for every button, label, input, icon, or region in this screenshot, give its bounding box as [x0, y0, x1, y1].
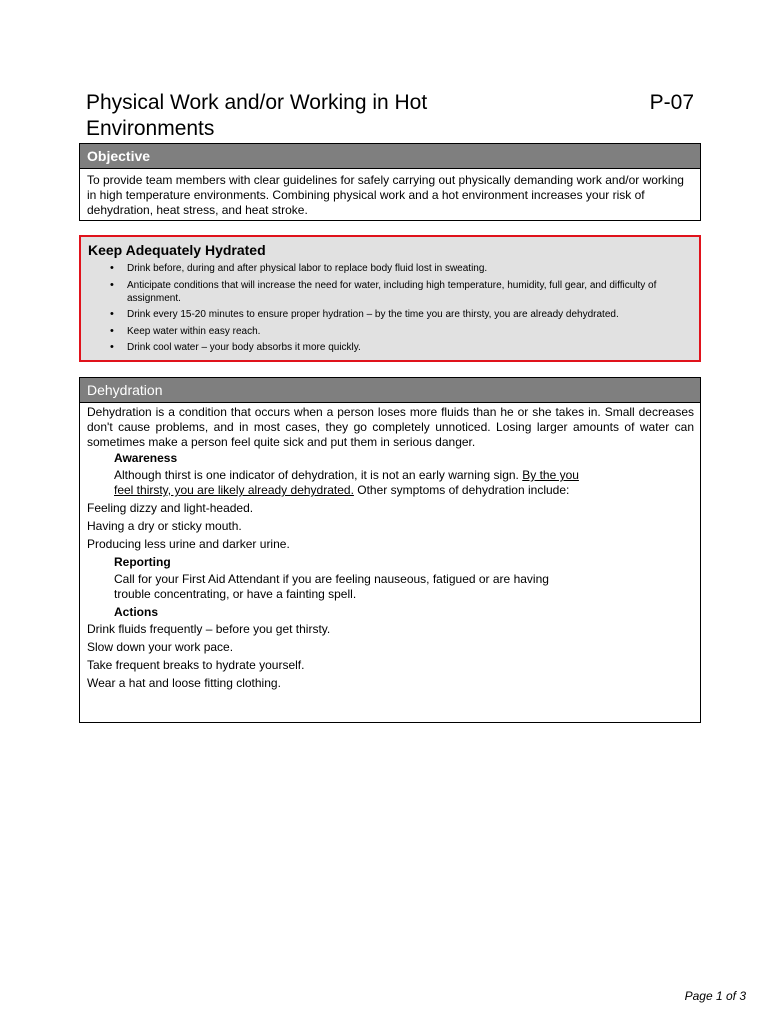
awareness-underlined-text: By the you feel thirsty, you are likely already dehydrated.: [114, 468, 579, 497]
document-title: Physical Work and/or Working in Hot Environments: [86, 91, 428, 140]
awareness-heading: Awareness: [114, 451, 178, 465]
list-item: • Keep water within easy reach.: [127, 325, 687, 338]
dehydration-intro: Dehydration is a condition that occurs when a person loses more fluids than he or she takes in. Small decreases don't cause problems, and in most cases, they go completely unnoticed. Losing larger amounts of water can sometimes make a person feel quite sick and put them in serious danger.: [87, 405, 694, 449]
list-item: • Anticipate conditions that will increase the need for water, including high temperature, humidity, full gear, and difficulty of assignment.: [127, 279, 687, 305]
awareness-text: [87, 468, 694, 498]
action-item: Take frequent breaks to hydrate yourself.: [87, 658, 305, 672]
reporting-heading: Reporting: [114, 555, 171, 569]
awareness-text-end: Other symptoms of dehydration include:: [353, 483, 570, 497]
objective-section: [79, 143, 701, 221]
action-item: Drink fluids frequently – before you get thirsty.: [87, 622, 331, 636]
symptom-item: Having a dry or sticky mouth.: [87, 519, 242, 533]
reporting-text: Call for your First Aid Attendant if you are feeling nauseous, fatigued or are having trouble concentrating, or have a fainting spell.: [114, 572, 549, 601]
objective-heading: Objective: [80, 144, 700, 169]
document-code: P-07: [649, 91, 694, 114]
symptom-item: Feeling dizzy and light-headed.: [87, 501, 254, 515]
page-number: Page 1 of 3: [684, 989, 746, 1003]
list-item: • Drink every 15-20 minutes to ensure proper hydration – by the time you are thirsty, you are already dehydrated.: [127, 308, 687, 321]
dehydration-heading: Dehydration: [80, 378, 700, 403]
hydration-heading: Keep Adequately Hydrated: [88, 242, 266, 258]
actions-heading: Actions: [114, 605, 159, 619]
objective-text: To provide team members with clear guidelines for safely carrying out physically demanding work and/or working in high temperature environments. Combining physical work and a hot environment increases your risk of dehydration, heat stress, and heat stroke.: [87, 173, 684, 217]
hydration-section: [79, 235, 701, 362]
list-item: • Drink cool water – your body absorbs it more quickly.: [127, 341, 687, 354]
hydration-list: [81, 262, 697, 358]
dehydration-section: [79, 377, 701, 723]
dehydration-body: [80, 403, 700, 691]
title-row: [86, 90, 694, 142]
awareness-text-start: Although thirst is one indicator of dehydration, it is not an early warning sign.: [114, 468, 523, 482]
list-item: • Drink before, during and after physical labor to replace body fluid lost in sweating.: [127, 262, 687, 275]
action-item: Slow down your work pace.: [87, 640, 234, 654]
action-item: Wear a hat and loose fitting clothing.: [87, 676, 281, 690]
symptom-item: Producing less urine and darker urine.: [87, 537, 290, 551]
